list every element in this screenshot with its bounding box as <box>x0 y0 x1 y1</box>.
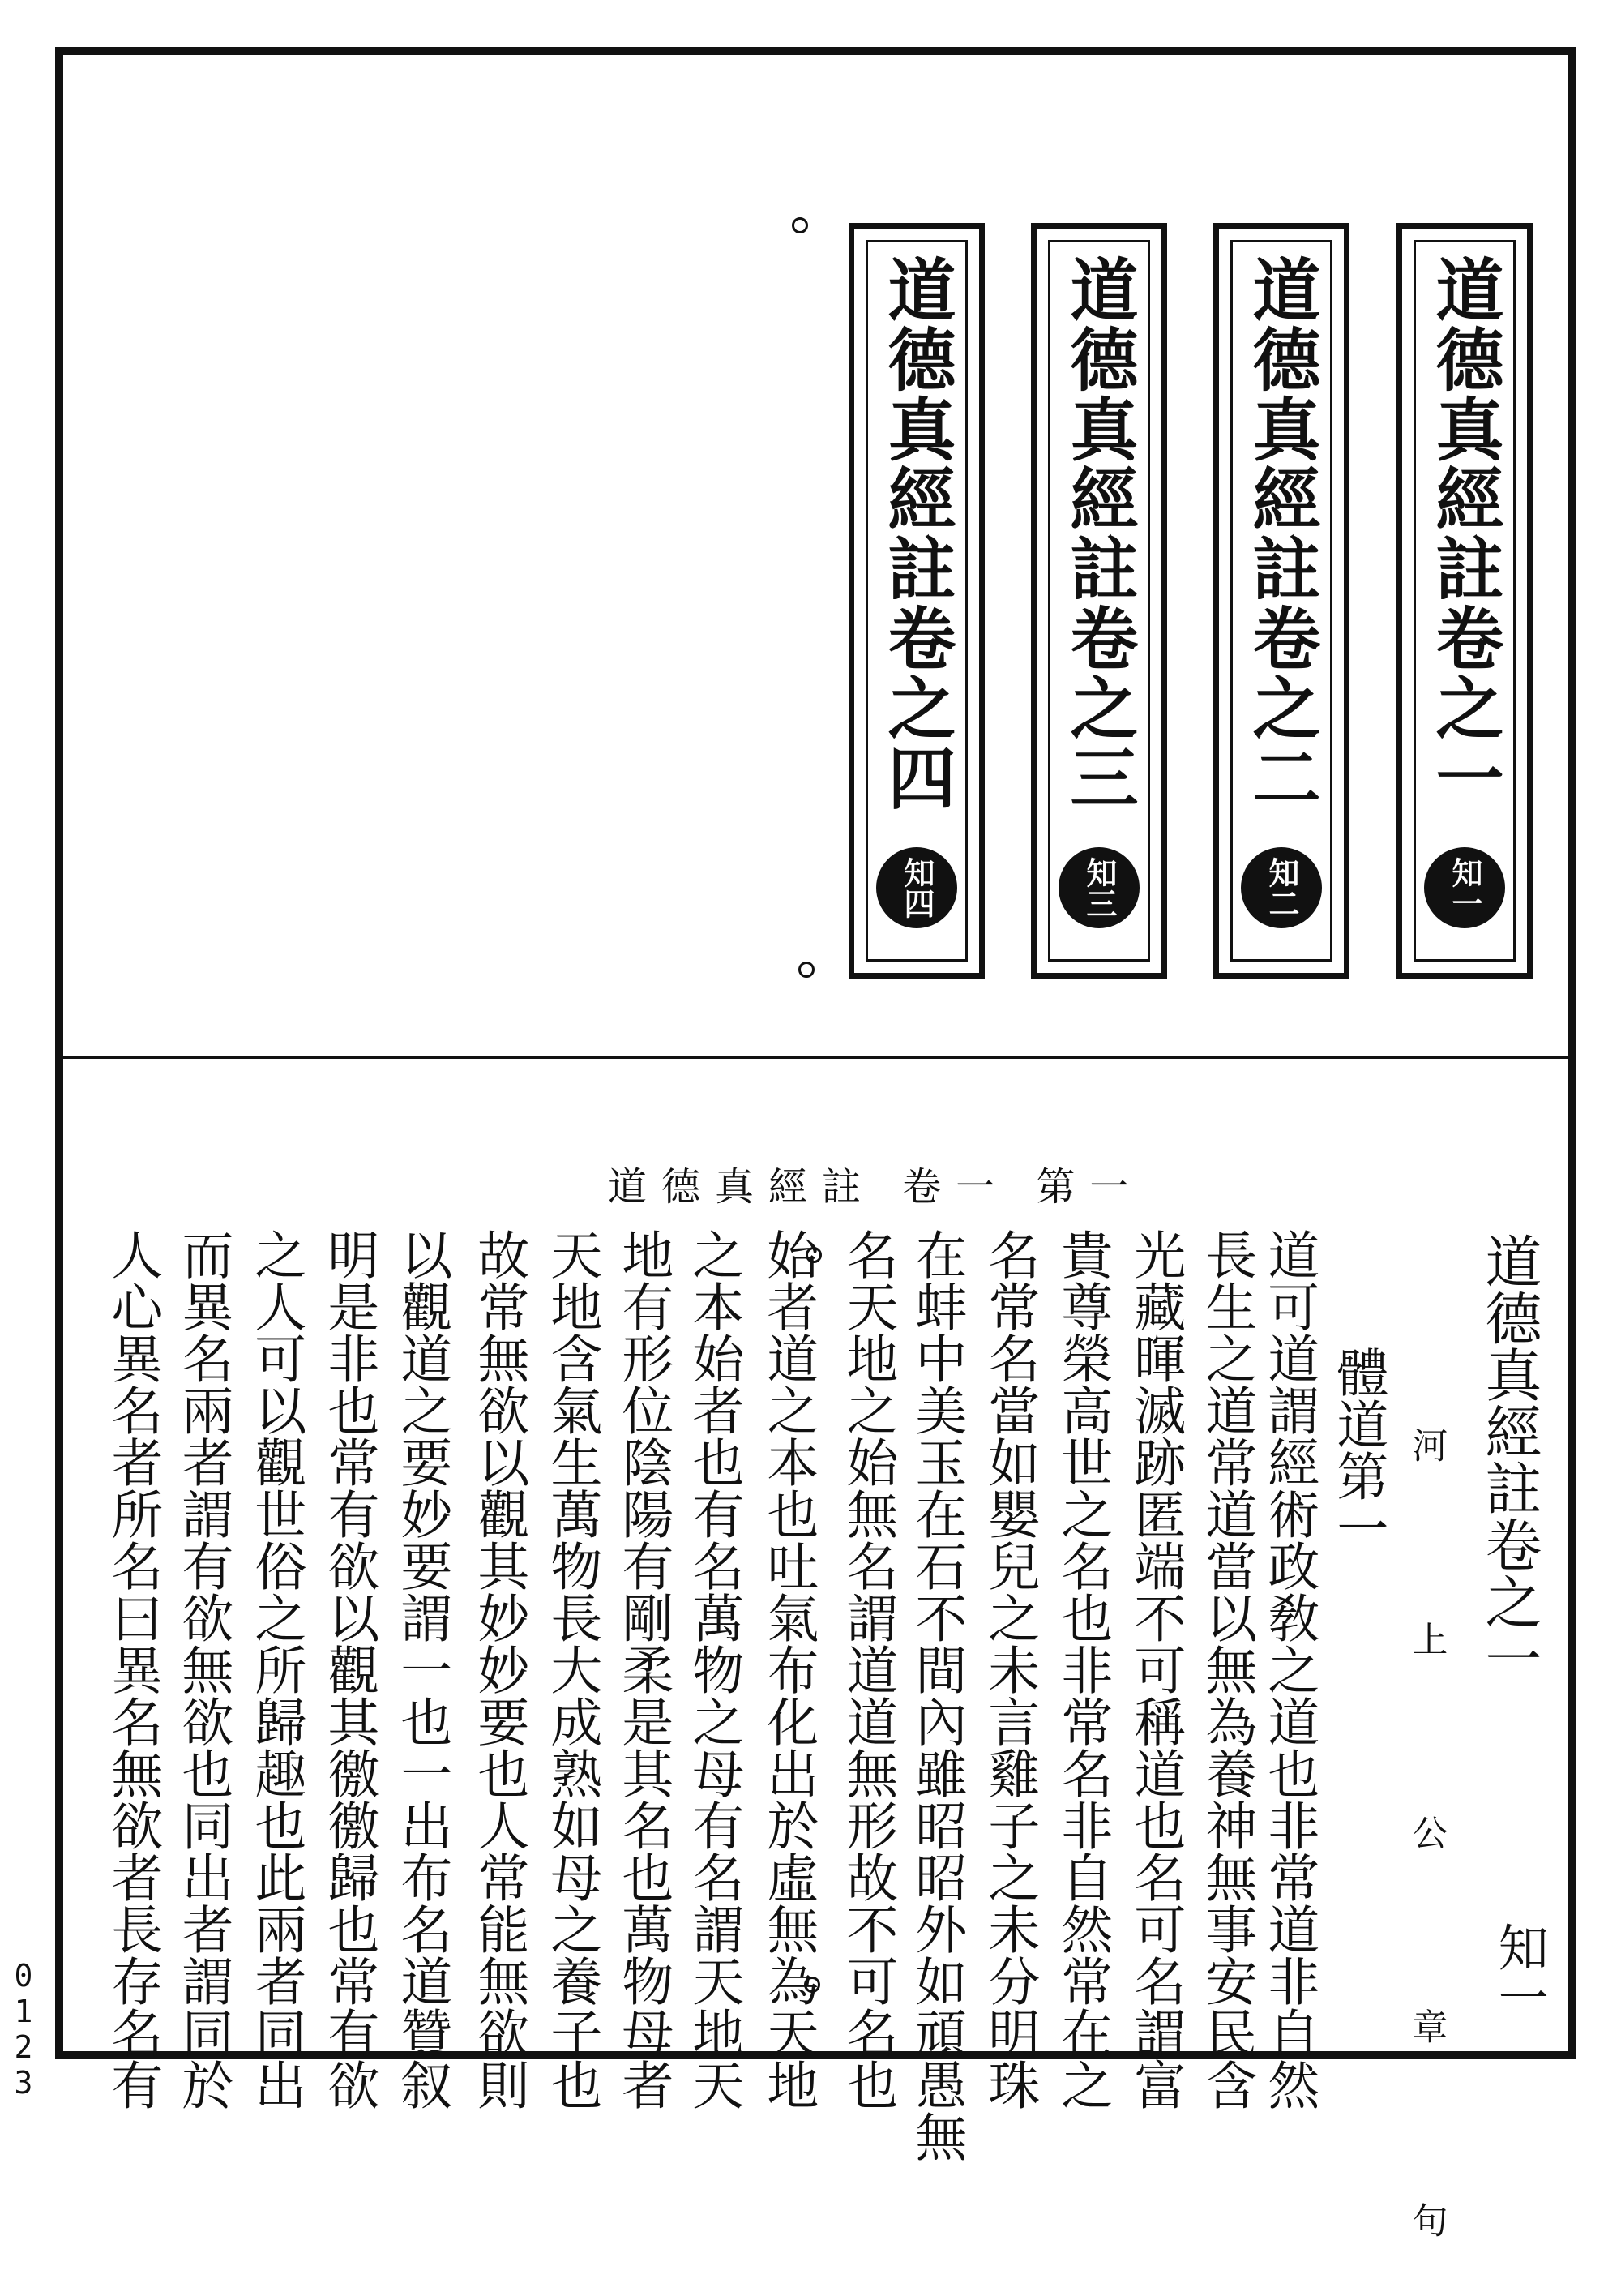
text-column: 以觀道之要妙要謂一也一出布名道贊叙 <box>391 1228 452 2110</box>
volume-seal <box>1424 847 1505 928</box>
volume-label-4 <box>849 223 985 979</box>
volume-title: 道德真經註卷之一 <box>1425 255 1505 812</box>
text-column: 道可道謂經術政敎之道也非常道非自然 <box>1259 1228 1319 2110</box>
text-column: 之本始者也有名萬物之母有名謂天地天 <box>683 1228 744 2110</box>
volume-seal <box>1241 847 1322 928</box>
seal-text: 知二 <box>1264 857 1300 919</box>
chapter-title: 體道第一 <box>1328 1346 1388 1553</box>
volume-title: 道德真經註卷之四 <box>877 255 957 812</box>
volume-mark: 知一 <box>1490 1921 1550 2022</box>
text-column: 之人可以觀世俗之所歸趣也此兩者同出 <box>246 1228 306 2110</box>
page-number: 0123 <box>6 1958 41 2101</box>
book-title: 道德真經註卷之一 <box>1476 1232 1542 1686</box>
volume-title: 道德真經註卷之二 <box>1242 255 1322 812</box>
text-column: 始者道之本也吐氣布化出於虛無為天地 <box>758 1228 819 2110</box>
text-column: 人心異名者所名曰異名無欲者長存名有 <box>102 1228 163 2110</box>
volume-title: 道德真經註卷之三 <box>1059 255 1140 812</box>
volume-seal <box>876 847 957 928</box>
seal-text: 知三 <box>1081 857 1118 919</box>
text-column: 明是非也常有欲以觀其徼徼歸也常有欲 <box>319 1228 379 2110</box>
volume-label-1 <box>1396 223 1533 979</box>
volume-label-3 <box>1031 223 1167 979</box>
text-column: 在蚌中美玉在石不間內雖昭昭外如頑愚無 <box>906 1228 967 2162</box>
text-column: 故常無欲以觀其妙妙要也人常能無欲則 <box>468 1228 529 2110</box>
text-column: 貴尊榮高世之名也非常名非自然常在之 <box>1052 1228 1113 2110</box>
running-header: 道德真經註 卷一 第一 <box>608 1164 1144 1210</box>
text-column: 名天地之始無名謂道道無形故不可名也 <box>837 1228 898 2110</box>
volume-seal <box>1059 847 1140 928</box>
binding-hole-icon <box>798 962 815 978</box>
text-column: 光藏暉滅跡匿端不可稱道也名可名謂富 <box>1125 1228 1186 2110</box>
text-column: 地有形位陰陽有剛柔是其名也萬物母者 <box>613 1228 674 2110</box>
binding-hole-icon <box>792 217 808 233</box>
volume-label-2 <box>1213 223 1349 979</box>
text-column: 長生之道常道當以無為養神無事安民含 <box>1196 1228 1257 2110</box>
author-line: 河 上 公 章 句 <box>1405 1427 1448 2296</box>
seal-text: 知一 <box>1447 857 1483 919</box>
center-divider <box>55 1056 1576 1059</box>
text-column: 名常名當如嬰兒之未言雞子之未分明珠 <box>979 1228 1040 2110</box>
text-column: 而異名兩者謂有欲無欲也同出者謂同於 <box>173 1228 233 2110</box>
seal-text: 知四 <box>899 857 935 919</box>
text-column: 天地含氣生萬物長大成熟如母之養子也 <box>541 1228 602 2110</box>
